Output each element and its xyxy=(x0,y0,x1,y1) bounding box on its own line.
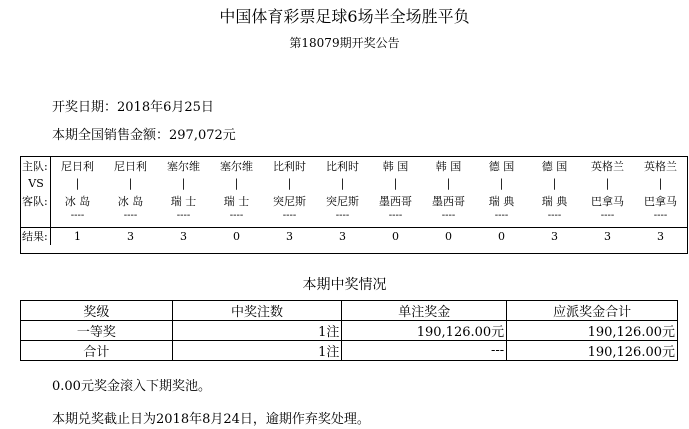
result-value: 3 xyxy=(263,227,316,245)
prize-level: 一等奖 xyxy=(21,321,173,341)
away-team: 瑞 典 xyxy=(541,194,568,208)
dash-separator: ---- xyxy=(229,210,244,221)
away-team: 墨西哥 xyxy=(379,194,412,208)
result-value: 1 xyxy=(51,227,104,245)
header-winning-count: 中奖注数 xyxy=(172,301,342,321)
result-value: 3 xyxy=(157,227,210,245)
home-team: 尼日利 xyxy=(114,160,147,173)
result-value: 0 xyxy=(475,227,528,245)
dash-separator: ---- xyxy=(70,210,85,221)
home-team: 比利时 xyxy=(273,160,306,173)
total-prize: 190,126.00元 xyxy=(507,321,678,341)
draw-date: 开奖日期：2018年6月25日 xyxy=(52,100,214,115)
away-team: 墨西哥 xyxy=(432,194,465,208)
winning-count: 1注 xyxy=(172,341,342,361)
away-label: 客队: xyxy=(21,191,51,211)
vs-bar: | xyxy=(75,177,80,190)
home-team: 英格兰 xyxy=(591,160,624,173)
home-label: 主队: xyxy=(21,157,51,176)
prize-header-row xyxy=(21,301,678,321)
dash-separator: ---- xyxy=(653,210,668,221)
vs-bar: | xyxy=(605,177,610,190)
vs-bar: | xyxy=(499,177,504,190)
result-value: 3 xyxy=(104,227,157,245)
dash-separator: ---- xyxy=(335,210,350,221)
vs-bar: | xyxy=(340,177,345,190)
vs-label: VS xyxy=(21,176,51,191)
away-team: 冰 岛 xyxy=(64,194,91,208)
home-team: 比利时 xyxy=(326,160,359,173)
header-prize-level: 奖级 xyxy=(21,301,173,321)
vs-bar: | xyxy=(552,177,557,190)
result-value: 3 xyxy=(316,227,369,245)
dash-label-spacer xyxy=(21,211,51,227)
sales-amount: 本期全国销售金额：297,072元 xyxy=(52,128,236,143)
away-team: 巴拿马 xyxy=(644,194,677,208)
vs-bar: | xyxy=(181,177,186,190)
vs-bar: | xyxy=(446,177,451,190)
away-team: 巴拿马 xyxy=(591,194,624,208)
announcement-title: 中国体育彩票足球6场半全场胜平负 xyxy=(219,7,470,26)
home-team: 英格兰 xyxy=(644,160,677,173)
vs-bar: | xyxy=(287,177,292,190)
header-total-prize: 应派奖金合计 xyxy=(507,301,678,321)
dash-separator: ---- xyxy=(441,210,456,221)
away-team: 突尼斯 xyxy=(273,194,306,208)
home-team: 德 国 xyxy=(541,160,568,173)
home-team: 德 国 xyxy=(488,160,515,173)
away-team: 冰 岛 xyxy=(117,194,144,208)
away-team: 瑞 士 xyxy=(170,194,197,208)
home-team: 塞尔维 xyxy=(167,160,200,173)
result-value: 3 xyxy=(581,227,634,245)
vs-bar: | xyxy=(234,177,239,190)
home-team: 韩 国 xyxy=(435,160,462,173)
result-value: 3 xyxy=(528,227,581,245)
result-value: 3 xyxy=(634,227,687,245)
result-value: 0 xyxy=(369,227,422,245)
dash-separator: ---- xyxy=(494,210,509,221)
vs-bar: | xyxy=(128,177,133,190)
home-team: 韩 国 xyxy=(382,160,409,173)
total-prize: 190,126.00元 xyxy=(507,341,678,361)
away-team: 突尼斯 xyxy=(326,194,359,208)
prize-section-title: 本期中奖情况 xyxy=(302,277,387,293)
deadline-note: 本期兑奖截止日为2018年8月24日，逾期作弃奖处理。 xyxy=(52,412,370,427)
away-team: 瑞 士 xyxy=(223,194,250,208)
unit-prize: 190,126.00元 xyxy=(342,321,507,341)
prize-row-first xyxy=(21,321,678,341)
rollover-note: 0.00元奖金滚入下期奖池。 xyxy=(52,379,211,394)
prize-table xyxy=(20,300,678,361)
prize-level: 合计 xyxy=(21,341,173,361)
vs-bar: | xyxy=(393,177,398,190)
home-team: 塞尔维 xyxy=(220,160,253,173)
issue-subtitle: 第18079期开奖公告 xyxy=(289,36,400,50)
prize-row-total xyxy=(21,341,678,361)
dash-separator: ---- xyxy=(600,210,615,221)
match-grid xyxy=(20,156,688,254)
dash-separator: ---- xyxy=(123,210,138,221)
winning-count: 1注 xyxy=(172,321,342,341)
away-team: 瑞 典 xyxy=(488,194,515,208)
result-label: 结果: xyxy=(21,227,51,245)
dash-separator: ---- xyxy=(176,210,191,221)
dash-separator: ---- xyxy=(282,210,297,221)
dash-separator: ---- xyxy=(547,210,562,221)
home-team: 尼日利 xyxy=(61,160,94,173)
header-unit-prize: 单注奖金 xyxy=(342,301,507,321)
vs-bar: | xyxy=(658,177,663,190)
unit-prize: --- xyxy=(342,341,507,361)
result-value: 0 xyxy=(210,227,263,245)
result-value: 0 xyxy=(422,227,475,245)
dash-separator: ---- xyxy=(388,210,403,221)
